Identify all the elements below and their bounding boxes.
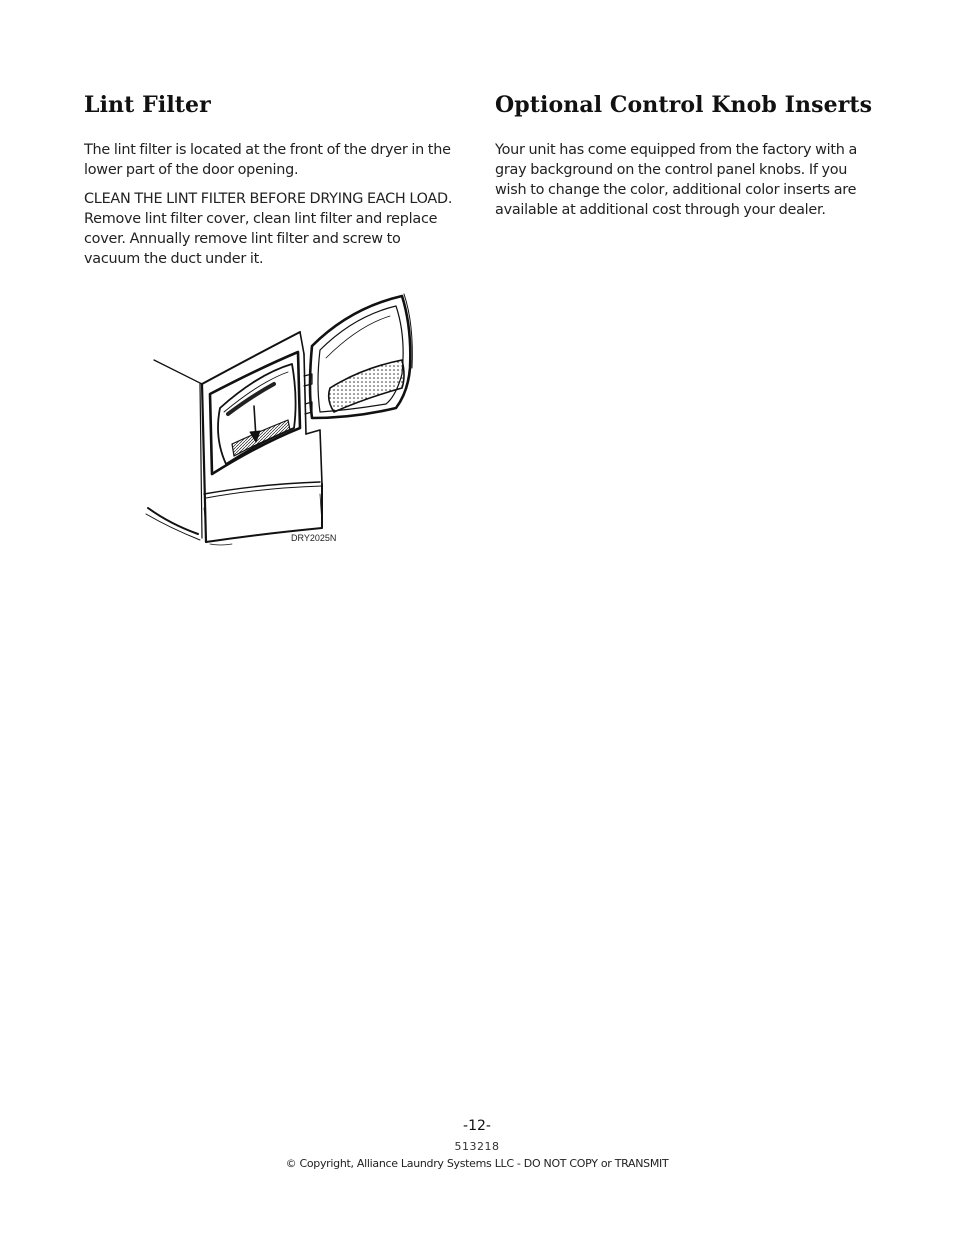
dryer-illustration-svg <box>140 288 420 550</box>
dryer-lint-filter-illustration <box>140 288 420 550</box>
control-knob-title: Optional Control Knob Inserts <box>495 92 873 118</box>
lint-filter-paragraph-2: CLEAN THE LINT FILTER BEFORE DRYING EACH LOAD. Remove lint filter cover, clean lint filter and replace cover. Annually remove lint filter and screw to vacuum the duct under it. <box>84 191 453 267</box>
page-number: -12- <box>463 1118 491 1134</box>
lint-filter-paragraph-1: The lint filter is located at the front of the dryer in the lower part of the door opening. <box>84 142 451 178</box>
document-number: 513218 <box>454 1140 500 1153</box>
copyright-notice: © Copyright, Alliance Laundry Systems LLC - DO NOT COPY or TRANSMIT <box>285 1157 669 1170</box>
control-knob-paragraph: Your unit has come equipped from the factory with a gray background on the control panel knobs. If you wish to change the color, additional color inserts are available at additional cost through your dealer. <box>495 142 858 218</box>
control-knob-section <box>495 90 873 229</box>
figure-code: DRY2025N <box>291 533 337 543</box>
lint-filter-title: Lint Filter <box>84 92 211 118</box>
lint-filter-section <box>84 90 456 278</box>
